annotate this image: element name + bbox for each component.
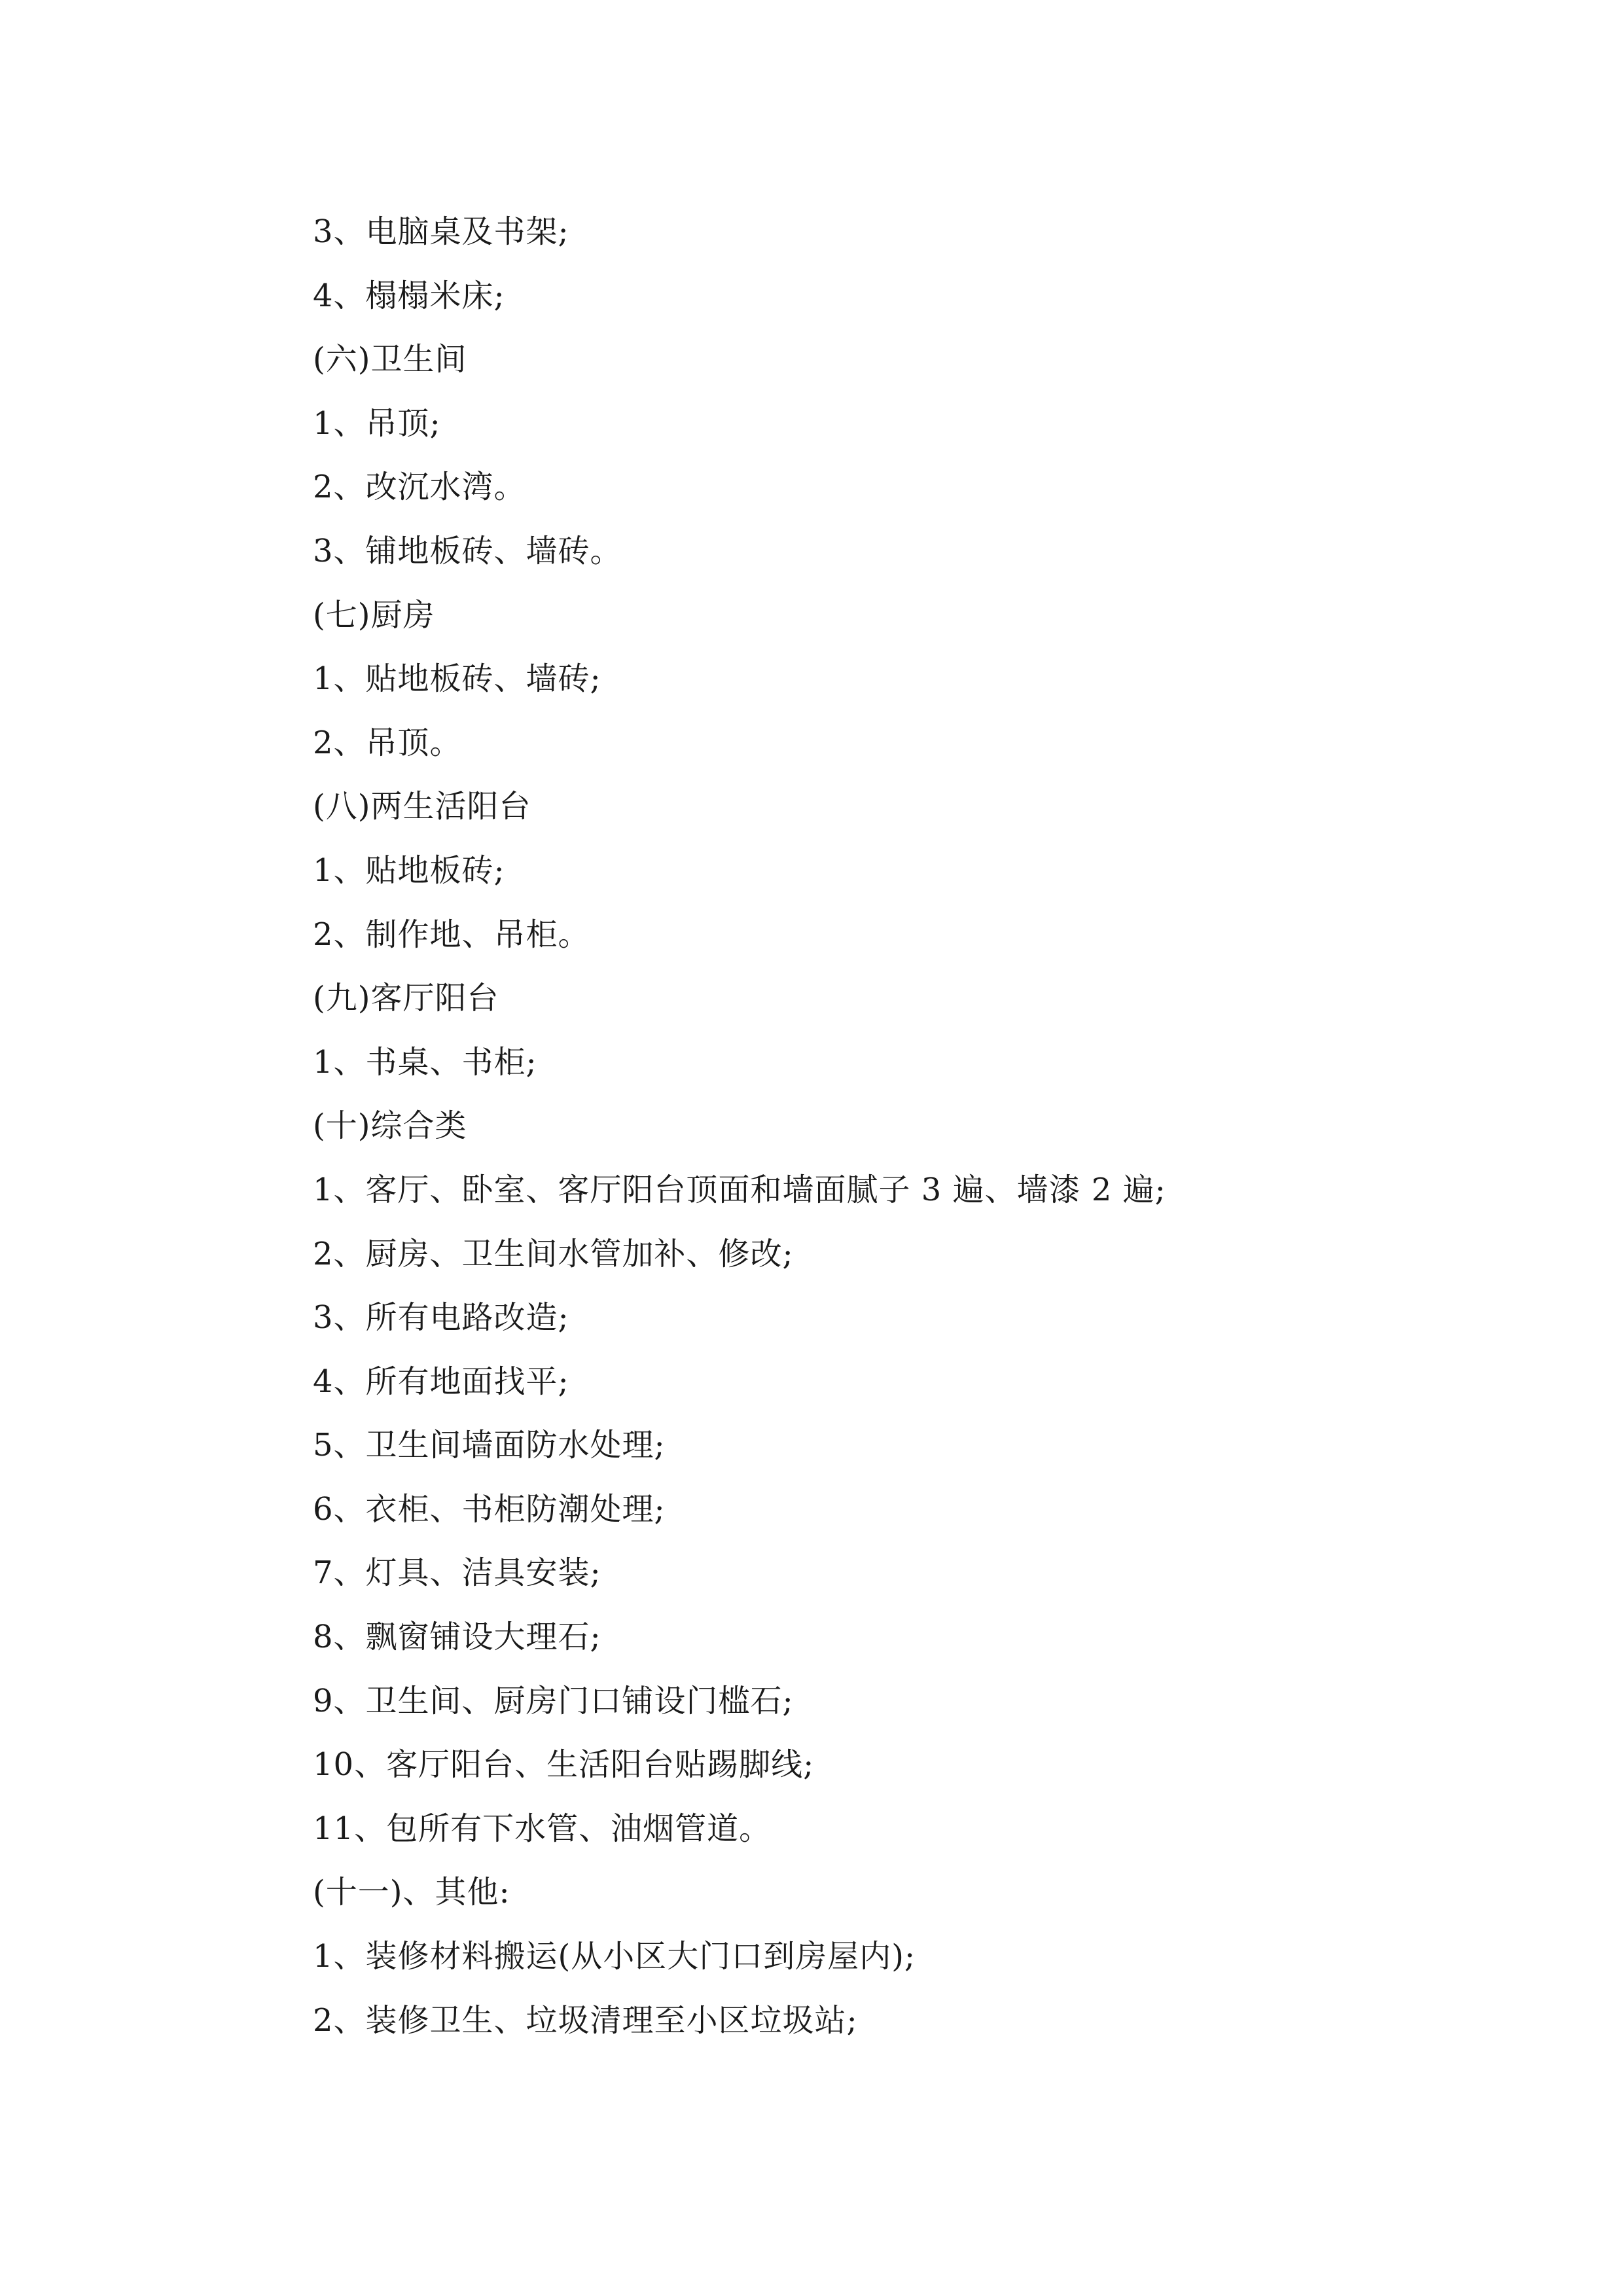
list-item-moisture-proofing: 6、衣柜、书柜防潮处理; <box>313 1490 666 1528</box>
list-item-floor-leveling: 4、所有地面找平; <box>313 1363 569 1400</box>
section-heading-other: (十一)、其他: <box>313 1874 510 1911</box>
list-item-electrical: 3、所有电路改造; <box>313 1299 569 1336</box>
section-heading-bathroom: (六)卫生间 <box>313 341 467 378</box>
list-item-water-pipes: 2、厨房、卫生间水管加补、修改; <box>313 1235 794 1272</box>
list-item-skirting: 10、客厅阳台、生活阳台贴踢脚线; <box>313 1746 815 1784</box>
list-item-kitchen-ceiling: 2、吊顶。 <box>313 724 462 761</box>
list-item-cabinets: 2、制作地、吊柜。 <box>313 916 590 953</box>
section-heading-kitchen: (七)厨房 <box>313 596 435 634</box>
list-item-pipe-boxing: 11、包所有下水管、油烟管道。 <box>313 1810 772 1847</box>
list-item-ceiling: 1、吊顶; <box>313 404 441 442</box>
list-item-threshold: 9、卫生间、厨房门口铺设门槛石; <box>313 1682 794 1719</box>
list-item-waterproofing: 5、卫生间墙面防水处理; <box>313 1427 666 1464</box>
list-item-computer-desk: 3、电脑桌及书架; <box>313 213 569 250</box>
section-heading-balconies: (八)两生活阳台 <box>313 788 531 825</box>
list-item-tiles: 3、铺地板砖、墙砖。 <box>313 532 622 569</box>
list-item-cleanup: 2、装修卫生、垃圾清理至小区垃圾站; <box>313 2001 858 2039</box>
document-body <box>313 200 1360 2053</box>
section-heading-general: (十)综合类 <box>313 1107 467 1145</box>
list-item-fixtures: 7、灯具、洁具安装; <box>313 1554 601 1592</box>
list-item-putty-paint: 1、客厅、卧室、客厅阳台顶面和墙面腻子 3 遍、墙漆 2 遍; <box>313 1171 1166 1208</box>
list-item-kitchen-tiles: 1、贴地板砖、墙砖; <box>313 660 601 698</box>
list-item-material-transport: 1、装修材料搬运(从小区大门口到房屋内); <box>313 1938 916 1975</box>
list-item-balcony-tiles: 1、贴地板砖; <box>313 852 505 889</box>
list-item-marble: 8、飘窗铺设大理石; <box>313 1619 601 1656</box>
list-item-desk-bookcase: 1、书桌、书柜; <box>313 1043 537 1081</box>
list-item-drain: 2、改沉水湾。 <box>313 469 526 506</box>
list-item-tatami-bed: 4、榻榻米床; <box>313 277 505 314</box>
section-heading-living-balcony: (九)客厅阳台 <box>313 980 499 1017</box>
